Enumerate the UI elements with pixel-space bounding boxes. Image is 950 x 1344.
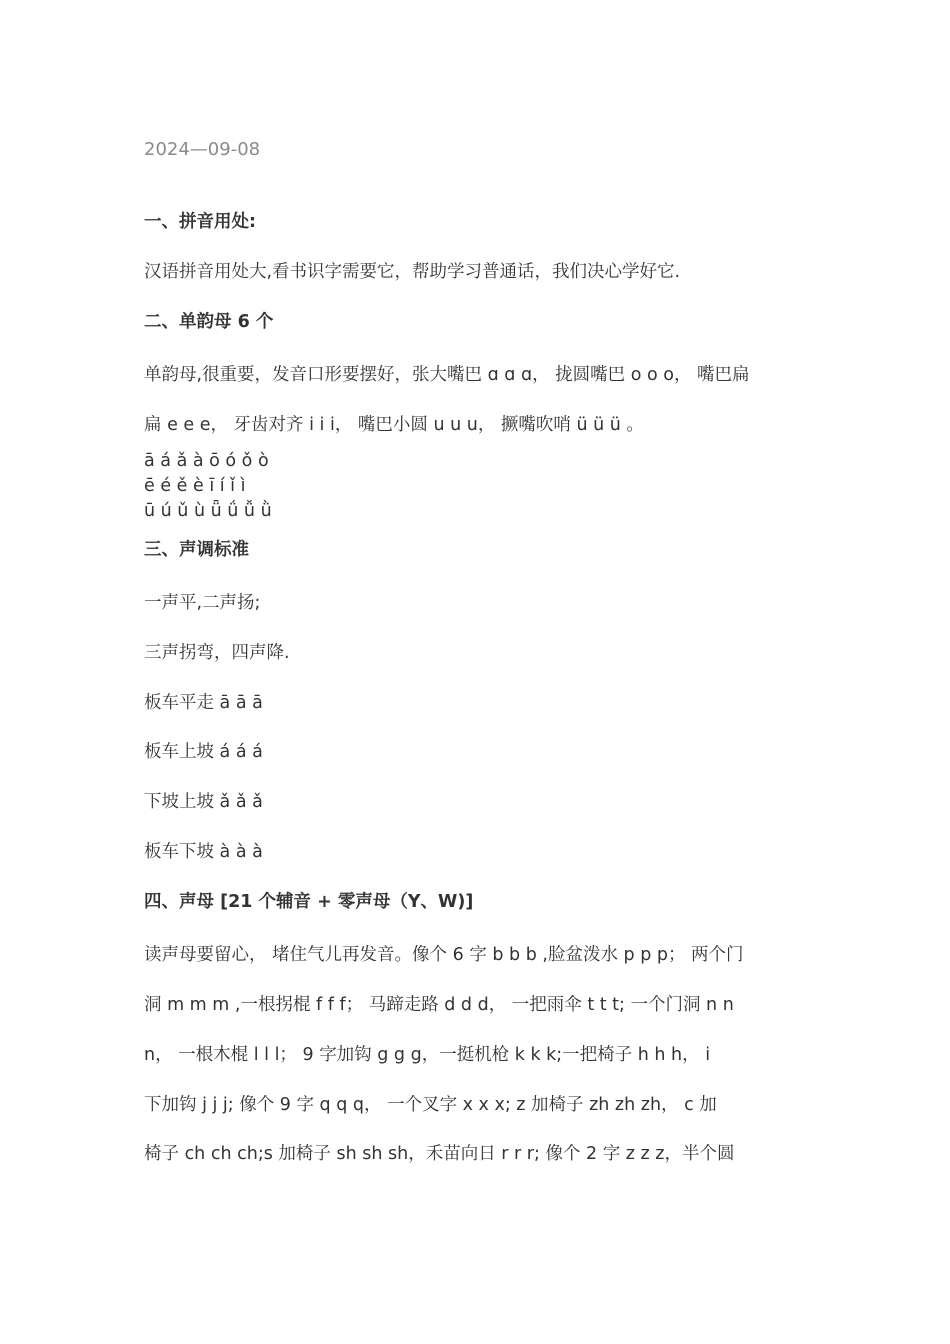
paragraph-line: 洞 m m m ,一根拐棍 f f f； 马蹄走路 d d d， 一把雨伞 t t t; 一个门洞 n n [144,995,734,1015]
section-heading-pinyin-use: 一、拼音用处: [144,212,256,232]
paragraph-line: 下加钩 j j j; 像个 9 字 q q q， 一个叉字 x x x; z 加椅子 zh zh zh， c 加 [144,1095,717,1115]
tone-row: ē é ě è ī í ǐ ì [144,476,246,496]
paragraph-line: 板车下坡 à à à [144,842,263,862]
paragraph-line: 单韵母,很重要，发音口形要摆好，张大嘴巴 ɑ ɑ ɑ， 拢圆嘴巴 o o o， 嘴巴扁 [144,365,750,385]
paragraph-line: 下坡上坡 ǎ ǎ ǎ [144,792,263,812]
paragraph-line: 板车上坡 á á á [144,742,263,762]
paragraph-line: 三声拐弯，四声降. [144,643,290,663]
document-date: 2024—09-08 [144,139,261,160]
paragraph: 汉语拼音用处大,看书识字需要它，帮助学习普通话，我们决心学好它. [144,262,681,282]
paragraph-line: n， 一根木棍 l l l； 9 字加钩 g g g，一挺机枪 k k k;一把椅子 h h h， i [144,1045,711,1065]
tone-row: ū ú ǔ ù ǖ ǘ ǚ ǜ [144,501,272,521]
paragraph-line: 椅子 ch ch ch;s 加椅子 sh sh sh，禾苗向日 r r r; 像个 2 字 z z z，半个圆 [144,1144,735,1164]
section-heading-single-finals: 二、单韵母 6 个 [144,312,274,332]
paragraph-line: 板车平走 ā ā ā [144,693,263,713]
paragraph-line: 一声平,二声扬; [144,593,261,613]
paragraph-line: 扁 e e e， 牙齿对齐 i i i， 嘴巴小圆 u u u， 撅嘴吹哨 ü ü ü 。 [144,415,644,435]
paragraph-line: 读声母要留心， 堵住气儿再发音。像个 6 字 b b b ,脸盆泼水 p p p； 两个门 [144,945,744,965]
section-heading-tone-standards: 三、声调标准 [144,540,249,560]
tone-row: ā á ǎ à ō ó ǒ ò [144,451,269,471]
section-heading-initials: 四、声母 [21 个辅音 + 零声母（Y、W)] [144,892,474,912]
